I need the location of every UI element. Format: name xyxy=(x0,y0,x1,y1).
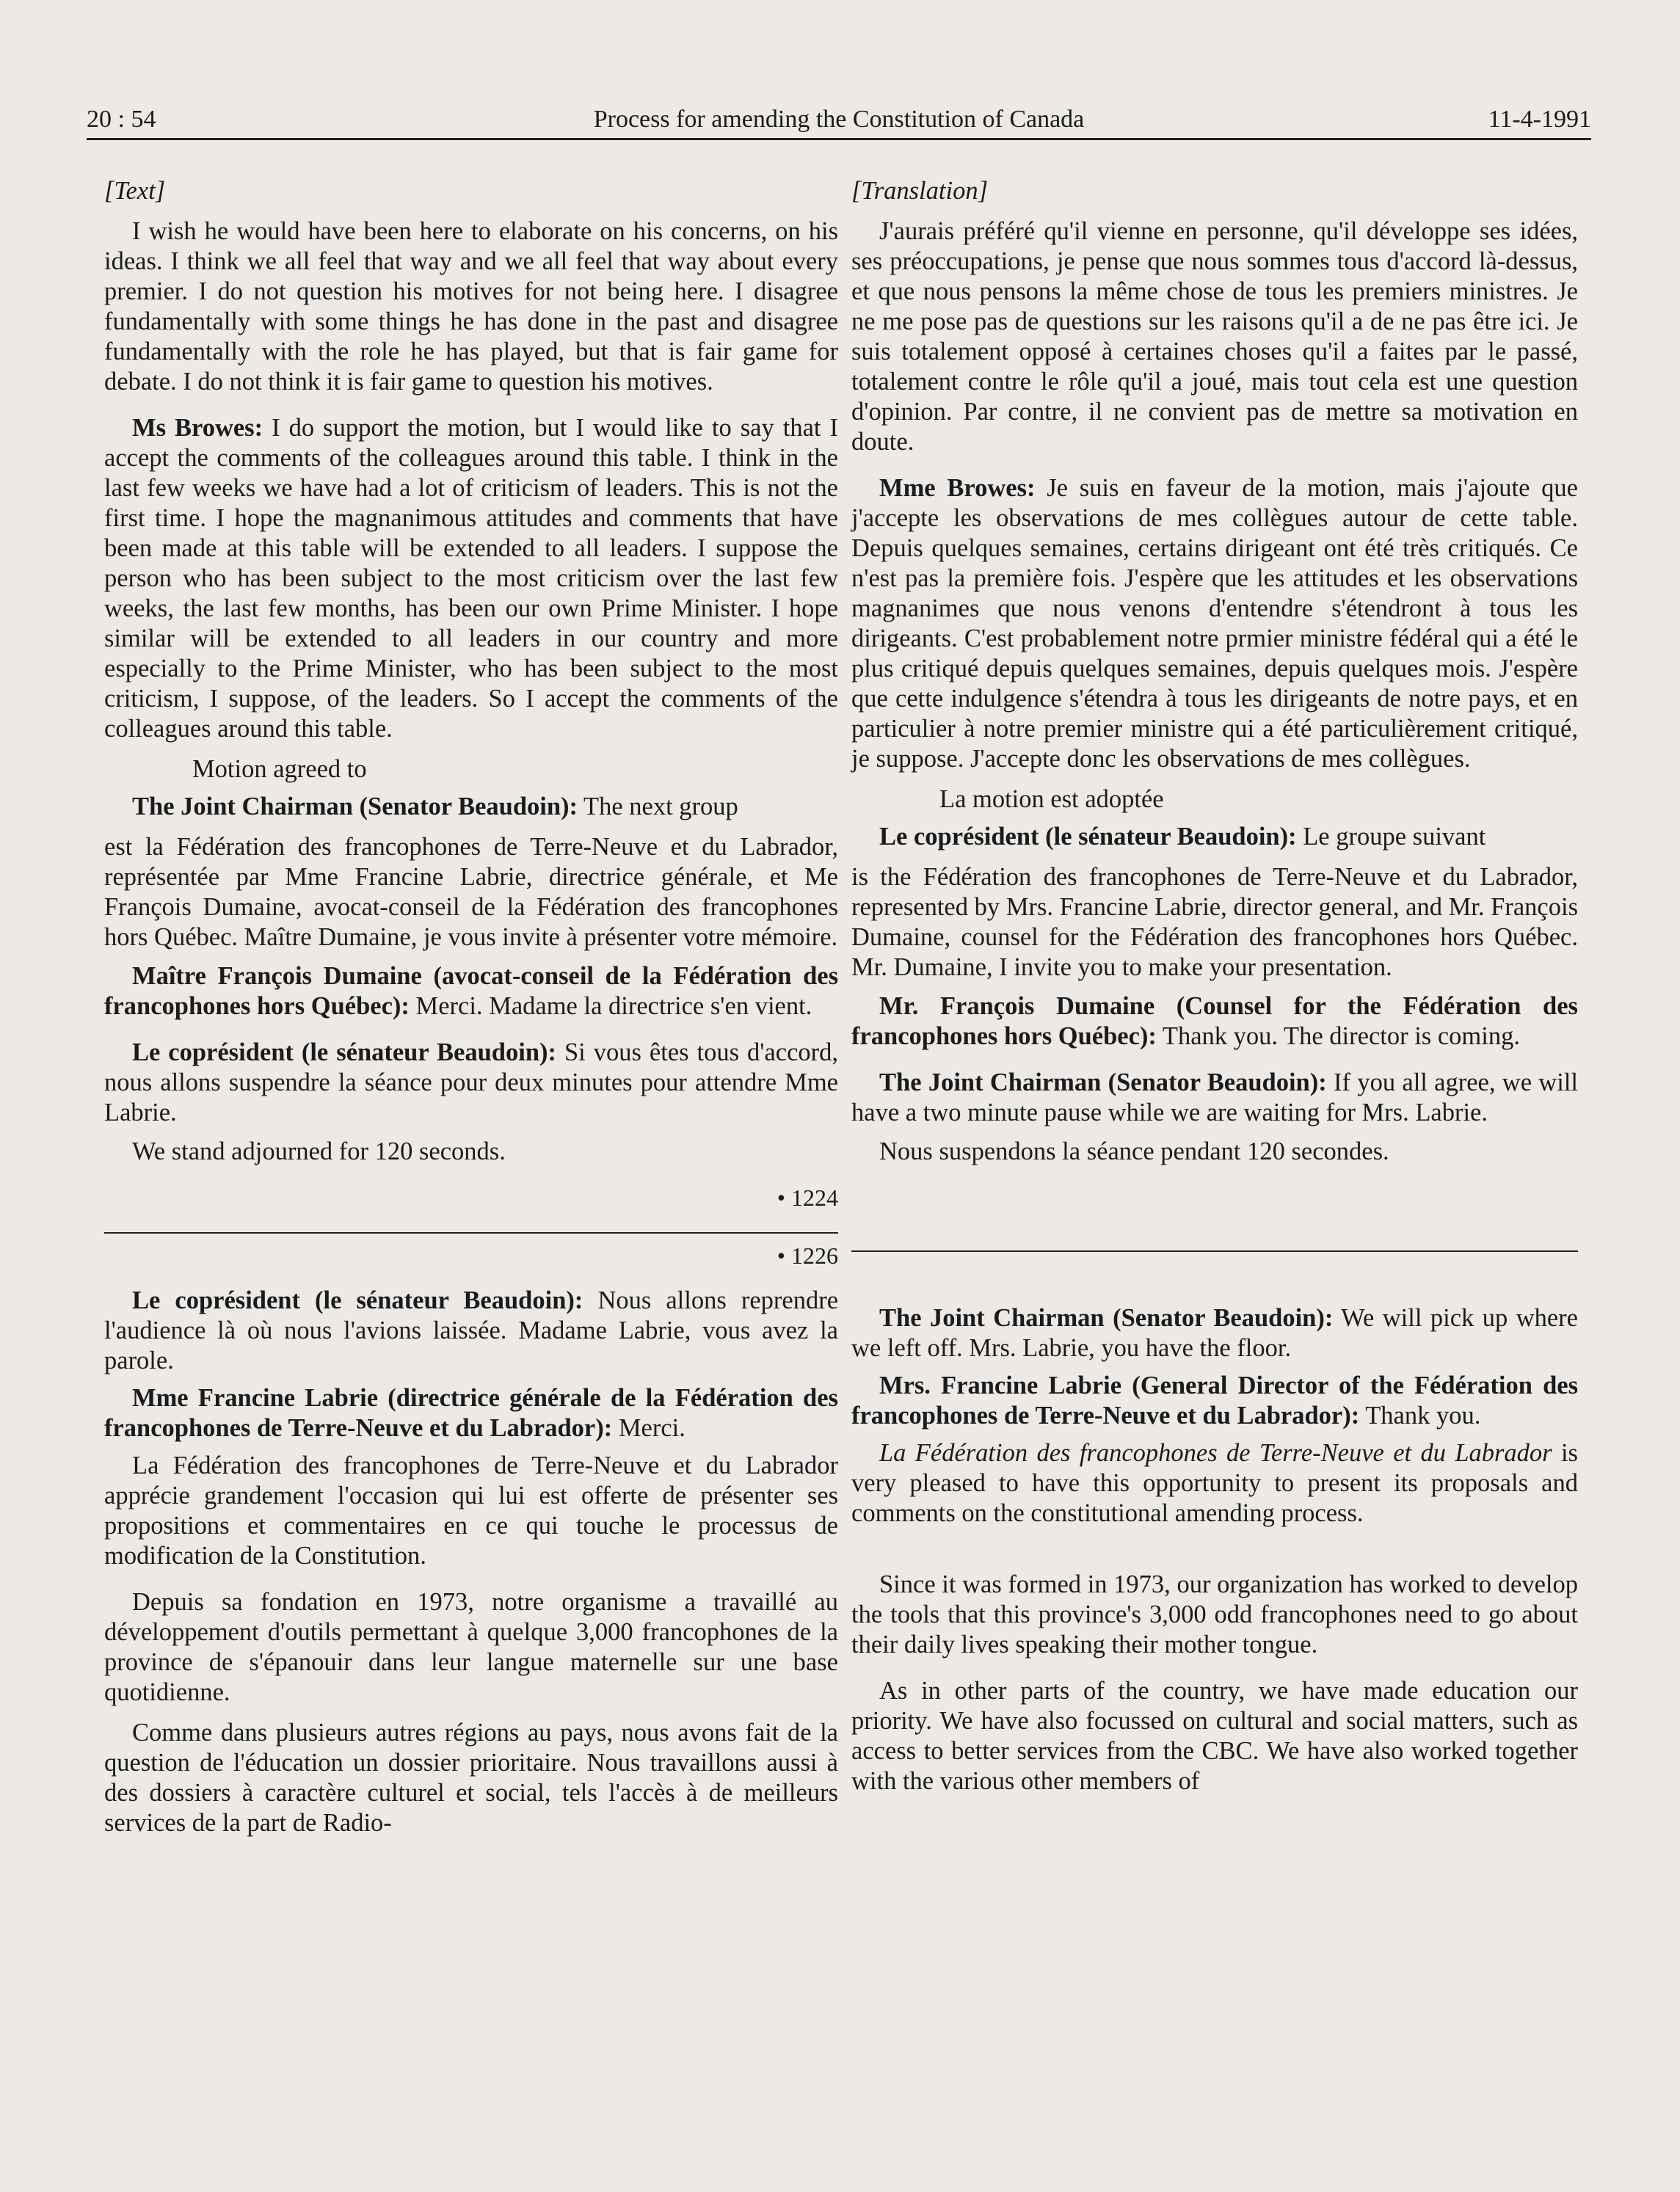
paragraph: J'aurais préféré qu'il vienne en personne, qu'il développe ses idées, ses préoccupations, je pense que nous sommes tous d'accord là-dessus, et que nous pensons la même chose de tous les premiers ministres. Je ne me pose pas de questions sur les raisons qu'il a de ne pas être ici. Je suis totalement opposé à certaines choses qu'il a faites par le passé, totalement contre le rôle qu'il a joué, mais tout cela est une question d'opinion. Par contre, il ne convient pas de mettre sa motivation en doute. xyxy=(851,217,1578,456)
speech-text: I do support the motion, but I would like to say that I accept the comments of the colleagues around this table. I think in the last few weeks we have had a lot of criticism of leaders. This is not the first time. I hope the magnanimous attitudes and comments that have been made at this table will be extended to all leaders. I suppose the person who has been subject to the most criticism over the last few weeks, the last few months, has been our own Prime Minister. I hope similar will be extended to all leaders in our country and more especially to the Prime Minister, who has been subject to the most criticism, I suppose, of the leaders. So I accept the comments of the colleagues around this table. xyxy=(104,414,838,743)
speaker-name: The Joint Chairman (Senator Beaudoin): xyxy=(132,793,578,820)
speaker-name: Le coprésident (le sénateur Beaudoin): xyxy=(132,1286,583,1314)
language-tag: [Text] xyxy=(104,177,166,205)
speaker-name: The Joint Chairman (Senator Beaudoin): xyxy=(879,1304,1334,1332)
page-header xyxy=(87,103,1591,140)
speaker-name: The Joint Chairman (Senator Beaudoin): xyxy=(879,1068,1327,1096)
speech-text: We will pick up where we left off. Mrs. Labrie, you have the floor. xyxy=(851,1304,1578,1362)
left-column xyxy=(104,176,838,1838)
speech-text: Le groupe suivant xyxy=(1296,823,1486,851)
paragraph: Since it was formed in 1973, our organization has worked to develop the tools that this province's 3,000 odd francophones need to go about their daily lives speaking their mother tongue. xyxy=(851,1570,1578,1658)
paragraph xyxy=(104,961,838,1022)
paragraph xyxy=(851,1068,1578,1128)
speaker-name: Mr. François Dumaine (Counsel for the Fédération des francophones hors Québec): xyxy=(851,992,1578,1050)
speaker-name: Le coprésident (le sénateur Beaudoin): xyxy=(879,823,1297,851)
paragraph: We stand adjourned for 120 seconds. xyxy=(132,1137,506,1165)
page-date: 11-4-1991 xyxy=(1488,106,1591,133)
paragraph xyxy=(851,822,1578,852)
timestamp: • 1226 xyxy=(777,1242,838,1269)
paragraph: La Fédération des francophones de Terre-Neuve et du Labrador apprécie grandement l'occasion qui lui est offerte de présenter ses propositions et commentaires en ce qui touche le processus de modification de la Constitution. xyxy=(104,1452,838,1570)
paragraph xyxy=(104,1286,838,1376)
timestamp: • 1224 xyxy=(777,1184,838,1211)
paragraph xyxy=(104,1383,838,1443)
section-rule xyxy=(851,1250,1578,1252)
speech-text: Si vous êtes tous d'accord, nous allons suspendre la séance pour deux minutes pour attendre Mme Labrie. xyxy=(104,1038,839,1126)
speaker-name: Maître François Dumaine (avocat-conseil de la Fédération des francophones hors Québec): xyxy=(104,962,838,1020)
language-tag: [Translation] xyxy=(851,177,988,205)
paragraph xyxy=(104,792,838,822)
section-rule xyxy=(104,1232,838,1234)
speech-text: Merci. Madame la directrice s'en vient. xyxy=(409,992,812,1020)
speaker-name: Mrs. Francine Labrie (General Director of the Fédération des francophones de Terre-Neuve et du Labrador): xyxy=(851,1372,1578,1430)
motion-result: Motion agreed to xyxy=(192,755,367,783)
speech-text: Nous allons reprendre l'audience là où nous l'avions laissée. Madame Labrie, vous avez la parole. xyxy=(104,1286,839,1374)
speaker-name: Le coprésident (le sénateur Beaudoin): xyxy=(132,1038,556,1066)
paragraph xyxy=(851,991,1578,1052)
paragraph xyxy=(104,1038,838,1128)
page-number: 20 : 54 xyxy=(87,106,156,133)
motion-result: La motion est adoptée xyxy=(939,785,1164,813)
speech-text: The next group xyxy=(578,793,738,820)
speech-text: Je suis en faveur de la motion, mais j'ajoute que j'accepte les observations de mes collègues autour de cette table. Depuis quelques semaines, certains dirigeant ont été très critiqués. Ce n'est pas la première fois. J'espère que les attitudes et les observations magnanimes que nous venons d'entendre s'étendront à tous les dirigeants. C'est probablement notre prmier ministre fédéral qui a été le plus critiqué depuis quelques semaines, depuis quelques mois. J'espère que cette indulgence s'étendra à tous les dirigeants de notre pays, et en particulier à notre premier ministre qui a été particulièrement critiqué, je suppose. J'accepte donc les observations de mes collègues. xyxy=(851,474,1578,773)
speaker-name: Mme Browes: xyxy=(879,474,1036,502)
paragraph xyxy=(851,1303,1578,1363)
running-title: Process for amending the Constitution of Canada xyxy=(593,106,1085,133)
paragraph: As in other parts of the country, we have made education our priority. We have also focussed on cultural and social matters, such as access to better services from the CBC. We have also worked together with the various other members of xyxy=(851,1677,1578,1795)
paragraph xyxy=(851,1371,1578,1431)
speech-text: Thank you. The director is coming. xyxy=(1156,1022,1520,1050)
speaker-name: Ms Browes: xyxy=(132,414,263,442)
paragraph: Depuis sa fondation en 1973, notre organisme a travaillé au développement d'outils permettant à quelque 3,000 francophones de la province de s'épanouir dans leur langue maternelle sur une base quotidienne. xyxy=(104,1588,838,1706)
paragraph xyxy=(851,1438,1578,1529)
speaker-name: Mme Francine Labrie (directrice générale de la Fédération des francophones de Terre-Neuve et du Labrador): xyxy=(104,1384,838,1442)
speech-text: Merci. xyxy=(612,1414,686,1442)
paragraph xyxy=(104,413,838,744)
speech-text: is very pleased to have this opportunity to present its proposals and comments on the constitutional amending process. xyxy=(851,1439,1578,1527)
paragraph: I wish he would have been here to elaborate on his concerns, on his ideas. I think we all feel that way and we all feel that way about every premier. I do not question his motives for not being here. I disagree fundamentally with some things he has done in the past and disagree fundamentally with the role he has played, but that is fair game for debate. I do not think it is fair game to question his motives. xyxy=(104,217,838,396)
right-column xyxy=(851,176,1578,1796)
paragraph xyxy=(851,473,1578,774)
speech-text: If you all agree, we will have a two minute pause while we are waiting for Mrs. Labrie. xyxy=(851,1068,1578,1126)
speech-text: Thank you. xyxy=(1359,1402,1481,1430)
paragraph: est la Fédération des francophones de Terre-Neuve et du Labrador, représentée par Mme Francine Labrie, directrice générale, et Me François Dumaine, avocat-conseil de la Fédération des francophones hors Québec. Maître Dumaine, je vous invite à présenter votre mémoire. xyxy=(104,833,838,951)
paragraph: is the Fédération des francophones de Terre-Neuve et du Labrador, represented by Mrs. Francine Labrie, director general, and Mr. François Dumaine, counsel for the Fédération des francophones hors Québec. Mr. Dumaine, I invite you to make your presentation. xyxy=(851,863,1578,981)
paragraph: Comme dans plusieurs autres régions au pays, nous avons fait de la question de l'éducation un dossier prioritaire. Nous travaillons aussi à des dossiers à caractère culturel et social, tels l'accès à de meilleurs services de la part de Radio- xyxy=(104,1719,838,1837)
italic-name: La Fédération des francophones de Terre-Neuve et du Labrador xyxy=(879,1439,1552,1467)
paragraph: Nous suspendons la séance pendant 120 secondes. xyxy=(879,1137,1389,1165)
